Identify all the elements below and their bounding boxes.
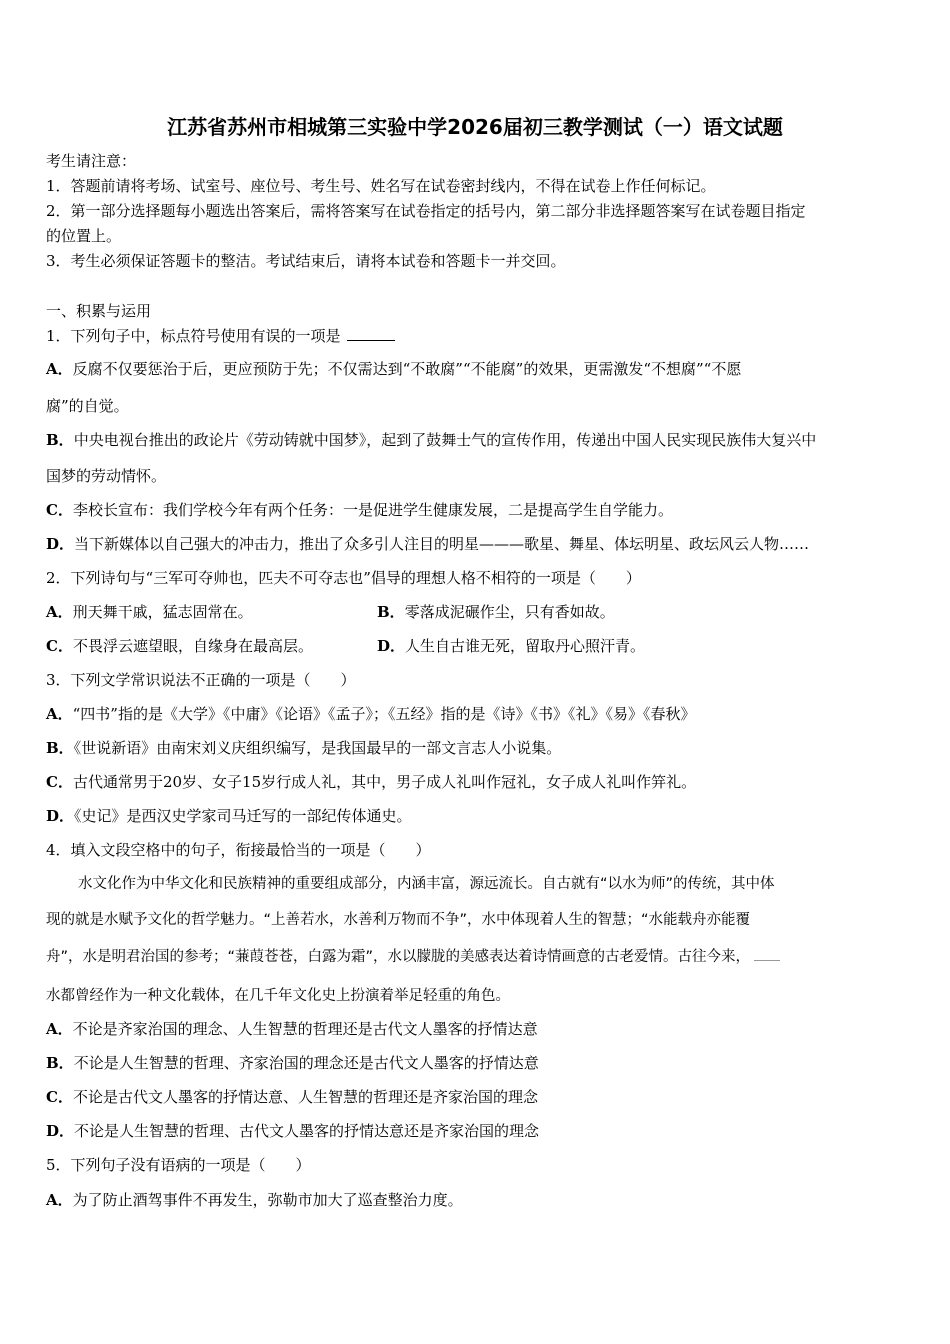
passage-text: 舟”，水是明君治国的参考；“蒹葭苍苍，白露为霜”，水以朦胧的美感表达着诗情画意的古老爱情。古往今来， bbox=[46, 949, 751, 965]
passage-line: 现的就是水赋予文化的哲学魅力。“上善若水，水善利万物而不争”，水中体现着人生的智慧；“水能载舟亦能覆 bbox=[46, 912, 751, 928]
option-text: 当下新媒体以自己强大的冲击力，推出了众多引人注目的明星———歌星、舞星、体坛明星、政坛风云人物…… bbox=[74, 535, 810, 553]
option-text: 不论是人生智慧的哲理、齐家治国的理念还是古代文人墨客的抒情达意 bbox=[73, 1054, 539, 1072]
option-line: 国梦的劳动情怀。 bbox=[46, 467, 167, 485]
question-3-stem: 3．下列文学常识说法不正确的一项是（ ） bbox=[46, 671, 356, 689]
option-line bbox=[46, 602, 253, 622]
option-text: 人生自古谁无死，留取丹心照汗青。 bbox=[405, 637, 646, 655]
option-label: A． bbox=[46, 360, 73, 378]
option-line bbox=[46, 534, 809, 554]
option-text: 不畏浮云遮望眼，自缘身在最高层。 bbox=[72, 637, 313, 655]
passage-line: 水文化作为中华文化和民族精神的重要组成部分，内涵丰富，源远流长。自古就有“以水为师”的传统，其中体 bbox=[78, 876, 775, 892]
option-text: 为了防止酒驾事件不再发生，弥勒市加大了巡查整治力度。 bbox=[72, 1191, 463, 1209]
passage-line: 水都曾经作为一种文化载体，在几千年文化史上扮演着举足轻重的角色。 bbox=[46, 988, 510, 1004]
notice-heading: 考生请注意： bbox=[46, 152, 137, 170]
option-text: 刑天舞干戚，猛志固常在。 bbox=[72, 603, 253, 621]
option-text: 不论是古代文人墨客的抒情达意、人生智慧的哲理还是齐家治国的理念 bbox=[72, 1088, 538, 1106]
option-line bbox=[377, 636, 645, 656]
option-line bbox=[46, 738, 561, 758]
answer-blank bbox=[347, 326, 395, 341]
option-label: B． bbox=[46, 1054, 74, 1072]
option-label: A． bbox=[46, 1191, 73, 1209]
option-line bbox=[46, 1087, 538, 1107]
option-label: C． bbox=[46, 1088, 73, 1106]
option-label: A． bbox=[46, 705, 73, 723]
option-text: 零落成泥碾作尘，只有香如故。 bbox=[404, 603, 615, 621]
page-title: 江苏省苏州市相城第三实验中学2026届初三教学测试（一）语文试题 bbox=[167, 115, 783, 139]
option-text: “四书”指的是《大学》《中庸》《论语》《孟子》；《五经》指的是《诗》《书》《礼》《易》《春秋》 bbox=[72, 705, 696, 723]
option-line bbox=[46, 806, 412, 826]
option-text: 李校长宣布：我们学校今年有两个任务：一是促进学生健康发展，二是提高学生自学能力。 bbox=[72, 501, 673, 519]
option-line bbox=[46, 636, 313, 656]
option-line bbox=[46, 1190, 463, 1210]
option-label: A． bbox=[46, 1020, 73, 1038]
notice-item: 3．考生必须保证答题卡的整洁。考试结束后，请将本试卷和答题卡一并交回。 bbox=[46, 252, 566, 270]
option-label: B． bbox=[377, 603, 405, 621]
option-label: B． bbox=[46, 739, 74, 757]
question-2-stem: 2．下列诗句与“三军可夺帅也，匹夫不可夺志也”倡导的理想人格不相符的一项是（ ） bbox=[46, 569, 641, 587]
option-line: 腐”的自觉。 bbox=[46, 397, 129, 415]
answer-blank bbox=[754, 948, 780, 961]
section-heading: 一、积累与运用 bbox=[46, 302, 152, 320]
notice-item: 的位置上。 bbox=[46, 227, 122, 245]
option-text: 中央电视台推出的政论片《劳动铸就中国梦》，起到了鼓舞士气的宣传作用，传递出中国人民实现民族伟大复兴中 bbox=[73, 431, 817, 449]
option-text: 古代通常男于20岁、女子15岁行成人礼，其中，男子成人礼叫作冠礼，女子成人礼叫作笄礼。 bbox=[72, 773, 697, 791]
notice-item: 2．第一部分选择题每小题选出答案后，需将答案写在试卷指定的括号内，第二部分非选择题答案写在试卷题目指定 bbox=[46, 202, 806, 220]
option-label: C． bbox=[46, 501, 73, 519]
passage-line bbox=[46, 947, 780, 967]
option-line bbox=[46, 1121, 539, 1141]
option-text: 反腐不仅要惩治于后，更应预防于先；不仅需达到“不敢腐”“不能腐”的效果，更需激发“不想腐”“不愿 bbox=[72, 360, 742, 378]
option-line bbox=[46, 500, 673, 520]
option-text: 不论是人生智慧的哲理、古代文人墨客的抒情达意还是齐家治国的理念 bbox=[74, 1122, 540, 1140]
option-line bbox=[46, 430, 816, 450]
option-text: 不论是齐家治国的理念、人生智慧的哲理还是古代文人墨客的抒情达意 bbox=[72, 1020, 538, 1038]
question-5-stem: 5．下列句子没有语病的一项是（ ） bbox=[46, 1156, 311, 1174]
option-label: D． bbox=[46, 535, 75, 553]
question-1-stem bbox=[46, 326, 395, 346]
option-label: C． bbox=[46, 773, 73, 791]
option-text: 《史记》是西汉史学家司马迁写的一部纪传体通史。 bbox=[74, 807, 412, 825]
option-label: D． bbox=[46, 1122, 75, 1140]
option-label: D． bbox=[46, 807, 75, 825]
question-4-stem: 4．填入文段空格中的句子，衔接最恰当的一项是（ ） bbox=[46, 841, 431, 859]
option-line bbox=[46, 772, 696, 792]
option-line bbox=[46, 704, 695, 724]
option-line bbox=[377, 602, 615, 622]
option-label: C． bbox=[46, 637, 73, 655]
option-label: B． bbox=[46, 431, 74, 449]
question-stem-text: 1．下列句子中，标点符号使用有误的一项是 bbox=[46, 327, 341, 345]
option-label: D． bbox=[377, 637, 406, 655]
option-text: 《世说新语》由南宋刘义庆组织编写，是我国最早的一部文言志人小说集。 bbox=[73, 739, 562, 757]
option-line bbox=[46, 359, 741, 379]
option-label: A． bbox=[46, 603, 73, 621]
option-line bbox=[46, 1019, 538, 1039]
option-line bbox=[46, 1053, 539, 1073]
notice-item: 1．答题前请将考场、试室号、座位号、考生号、姓名写在试卷密封线内，不得在试卷上作任何标记。 bbox=[46, 177, 716, 195]
